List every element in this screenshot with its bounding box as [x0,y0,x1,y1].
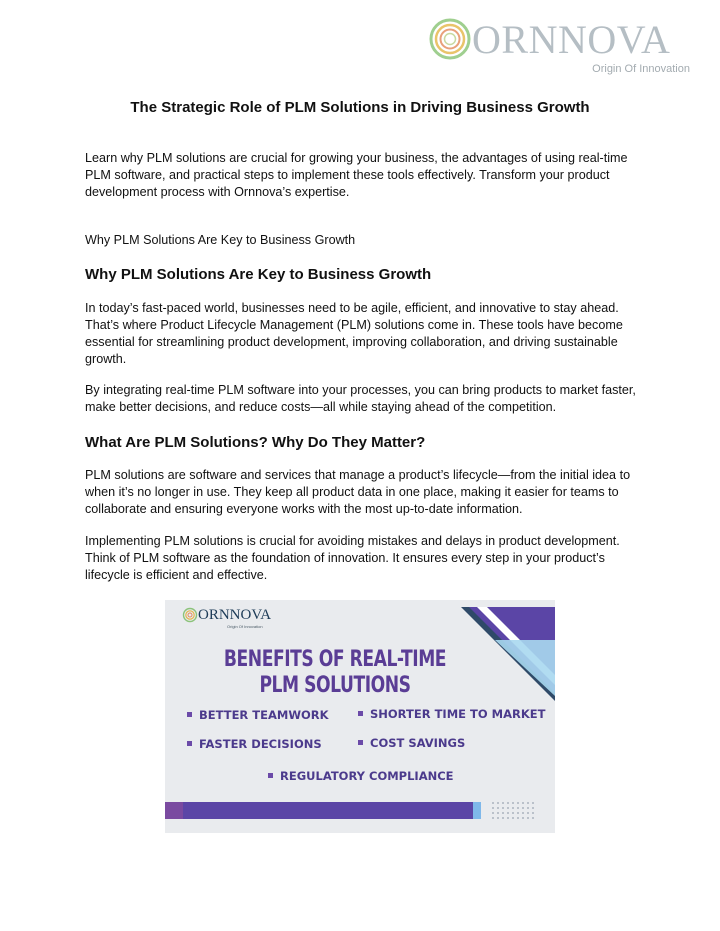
brand-tagline: Origin Of Innovation [592,63,690,75]
banner-bar-main [183,802,473,819]
banner-brand-tagline: Origin Of Innovation [227,624,263,629]
section1-paragraph-1: In today’s fast-paced world, businesses need to be agile, efficient, and innovative to stay ahead. That’s where Product Lifecycle Management (PLM) solutions come in. These tools have become essential for streamlining product development, improving collaboration, and driving sustainable growth. [85,301,623,366]
bullet-icon [187,712,192,717]
ornnova-swirl-icon [428,17,472,61]
bullet-icon [358,740,363,745]
intro-paragraph: Learn why PLM solutions are crucial for growing your business, the advantages of using real-time PLM software, and practical steps to implement these tools effectively. Transform your product development process with Ornnova’s expertise. [85,151,628,199]
plain-subtitle: Why PLM Solutions Are Key to Business Growth [85,233,356,247]
section2-paragraph-2: Implementing PLM solutions is crucial for avoiding mistakes and delays in product development. Think of PLM software as the foundation of innovation. It ensures every step in your product’s lifecycle is efficient and effective. [85,534,620,582]
ornnova-logo [428,14,698,76]
benefit-label: REGULATORY COMPLIANCE [280,769,454,783]
bullet-icon [187,741,192,746]
banner-bar-accent [473,802,481,819]
banner-title-line1: BENEFITS OF REAL-TIME [223,647,447,672]
section2-paragraph-1: PLM solutions are software and services that manage a product’s lifecycle—from the initial idea to when it’s no longer in use. They keep all product data in one place, making it easier for teams to collaborate and ensuring everyone works with the most up-to-date information. [85,468,631,516]
banner-benefit-item [187,736,322,752]
banner-logo-swirl-icon [182,607,198,623]
brand-name: ORNNOVA [472,17,671,62]
bullet-icon [358,711,363,716]
benefit-label: BETTER TEAMWORK [199,708,329,722]
bullet-icon [268,773,273,778]
banner-brand-name: ORNNOVA [198,607,272,623]
banner-title-line2: PLM SOLUTIONS [259,673,411,698]
banner-benefit-item [187,707,329,723]
banner-benefit-item [268,768,454,784]
benefit-label: COST SAVINGS [370,736,466,750]
banner-benefit-item [358,706,545,722]
section1-heading: Why PLM Solutions Are Key to Business Growth [85,266,432,283]
document-title: The Strategic Role of PLM Solutions in Driving Business Growth [130,99,590,116]
benefit-label: FASTER DECISIONS [199,737,322,751]
banner-dot-grid [492,802,534,819]
benefits-banner [165,600,555,833]
benefit-label: SHORTER TIME TO MARKET [370,707,546,721]
section1-paragraph-2: By integrating real-time PLM software into your processes, you can bring products to market faster, make better decisions, and reduce costs—all while staying ahead of the competition. [85,383,636,414]
section2-heading: What Are PLM Solutions? Why Do They Matter? [85,434,426,451]
banner-bar-left [165,802,183,819]
banner-benefit-item [358,735,465,751]
